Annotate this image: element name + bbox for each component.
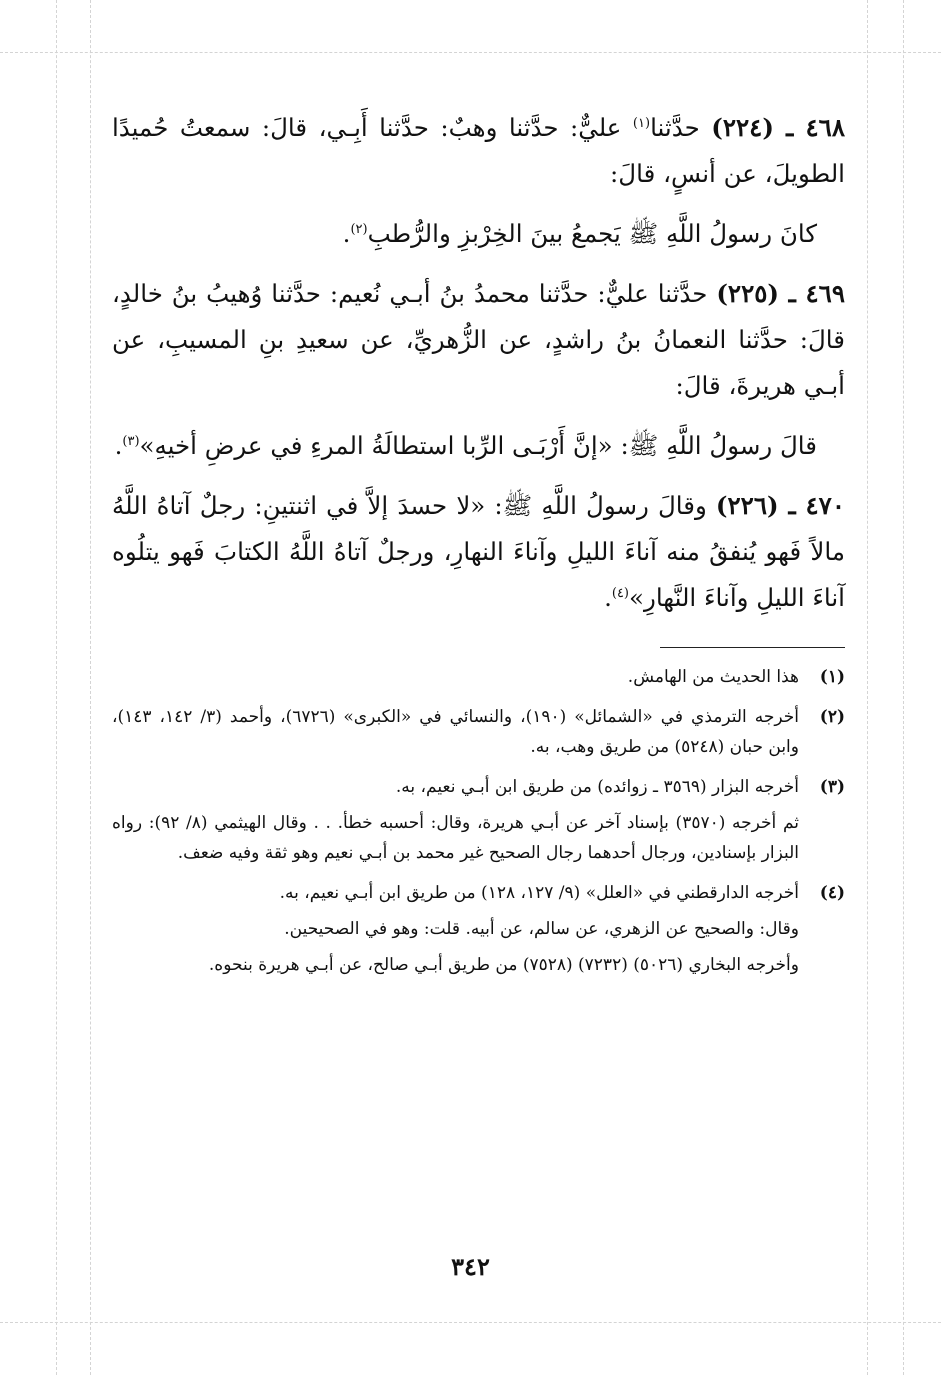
footnote-text: وقال: والصحيح عن الزهري، عن سالم، عن أبيه. قلت: وهو في الصحيحين. xyxy=(284,919,799,939)
footnote-number: (٤) xyxy=(819,883,845,903)
isnad-text: عليٌّ: حدَّثنا وهبٌ: حدَّثنا أَبِـي، قالَ: سمعتُ حُميدًا الطويلَ، عن أنسٍ، قالَ: xyxy=(112,113,845,188)
footnote-separator xyxy=(660,647,845,648)
footnote-marker: (١) xyxy=(632,115,651,131)
period: . xyxy=(114,431,123,460)
period: . xyxy=(604,583,612,612)
hadith-number: ٤٦٩ ـ (٢٢٥) xyxy=(716,279,845,308)
footnote-number: (٢) xyxy=(819,707,845,727)
hadith-text: وقالَ رسولُ اللَّهِ ﷺ: «لا حسدَ إلاَّ في اثنتينِ: رجلٌ آتاهُ اللَّهُ مالاً فَهو يُنفقُ منه آناءَ الليلِ وآناءَ النهارِ، ورجلٌ آتاهُ اللَّهُ الكتابَ فَهو يتلُوه آناءَ الليلِ وآناءَ النَّهارِ» xyxy=(112,491,845,612)
hadith-470 xyxy=(112,483,845,621)
footnote-text: هذا الحديث من الهامش. xyxy=(627,667,799,687)
page-number: ٣٤٢ xyxy=(451,1252,490,1281)
hadith-469-matn xyxy=(112,423,817,469)
hadith-469 xyxy=(112,271,845,409)
footnote-marker: (٢) xyxy=(350,221,368,237)
footnote-1 xyxy=(112,662,845,698)
isnad-text: حدَّثنا xyxy=(650,113,700,142)
footnote-number: (١) xyxy=(819,667,845,687)
footnote-text: أخرجه الدارقطني في «العلل» (٩/ ١٢٧، ١٢٨) من طريق ابن أبـي نعيم، به. xyxy=(279,883,799,903)
footnote-number: (٣) xyxy=(819,777,845,797)
hadith-468-matn xyxy=(112,211,817,257)
footnote-text: أخرجه الترمذي في «الشمائل» (١٩٠)، والنسائي في «الكبرى» (٦٧٢٦)، وأحمد (٣/ ١٤٢، ١٤٣)، وابن حبان (٥٢٤٨) من طريق وهب، به. xyxy=(112,707,799,757)
guide-line xyxy=(56,0,57,1375)
guide-line xyxy=(0,52,941,53)
hadith-number: ٤٦٨ ـ (٢٢٤) xyxy=(711,113,845,142)
matn-text: كانَ رسولُ اللَّهِ ﷺ يَجمعُ بينَ الخِرْبزِ والرُّطبِ xyxy=(367,219,817,248)
footnote-2 xyxy=(112,702,845,768)
guide-line xyxy=(90,0,91,1375)
isnad-text: حدَّثنا عليٌّ: حدَّثنا محمدُ بنُ أبـي نُعيم: حدَّثنا وُهيبُ بنُ خالدٍ، قالَ: حدَّثنا النعمانُ بنُ راشدٍ، عن الزُّهريِّ، عن سعيدِ بنِ المسيبِ، عن أبـي هريرةَ، قالَ: xyxy=(112,279,845,400)
footnote-text: وأخرجه البخاري (٥٠٢٦) (٧٢٣٢) (٧٥٢٨) من طريق أبـي صالح، عن أبـي هريرة بنحوه. xyxy=(208,955,799,975)
period: . xyxy=(342,219,351,248)
footnote-3 xyxy=(112,772,845,874)
hadith-number: ٤٧٠ ـ (٢٢٦) xyxy=(715,491,845,520)
guide-line xyxy=(0,1322,941,1323)
guide-line xyxy=(903,0,904,1375)
footnote-marker: (٤) xyxy=(611,585,629,601)
footnote-text: ثم أخرجه (٣٥٧٠) بإسناد آخر عن أبـي هريرة، وقال: أحسبه خطأ. . . وقال الهيثمي (٨/ ٩٢): رواه البزار بإسنادين، ورجال أحدهما رجال الصحيح غير محمد بن أبـي نعيم وهو ثقة وفيه ضعف. xyxy=(112,813,799,863)
hadith-468 xyxy=(112,105,845,197)
book-page xyxy=(112,105,845,990)
footnote-text: أخرجه البزار (٣٥٦٩ ـ زوائده) من طريق ابن أبـي نعيم، به. xyxy=(395,777,799,797)
footnote-marker: (٣) xyxy=(122,433,140,449)
guide-line xyxy=(867,0,868,1375)
footnote-4 xyxy=(112,878,845,986)
matn-text: قالَ رسولُ اللَّهِ ﷺ: «إنَّ أَرْبَـى الرِّبا استطالَةُ المرءِ في عرضِ أخيهِ» xyxy=(139,431,817,460)
